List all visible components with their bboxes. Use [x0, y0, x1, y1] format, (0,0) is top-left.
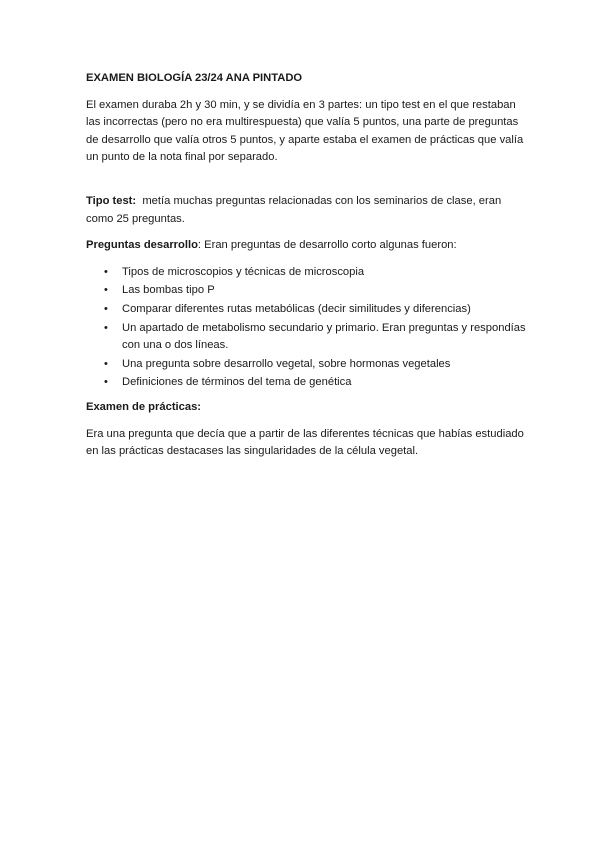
list-item	[86, 264, 526, 282]
list-item-text: Un apartado de metabolismo secundario y primario. Eran preguntas y respondías con una o dos líneas.	[122, 321, 526, 352]
examen-practicas-heading: Examen de prácticas:	[86, 400, 202, 413]
list-item	[86, 374, 526, 392]
desarrollo-question-list	[86, 264, 526, 392]
tipo-test-label: Tipo test:	[86, 194, 137, 207]
preguntas-desarrollo-text: : Eran preguntas de desarrollo corto algunas fueron:	[197, 239, 457, 252]
list-item-text: Definiciones de términos del tema de genética	[122, 376, 352, 389]
bullet-icon: •	[104, 321, 108, 334]
list-item	[86, 320, 526, 355]
list-item	[86, 356, 526, 374]
list-item	[86, 282, 526, 300]
examen-practicas-paragraph: Era una pregunta que decía que a partir de las diferentes técnicas que habías estudiado en las prácticas destacases las singularidades de la célula vegetal.	[86, 427, 524, 458]
intro-paragraph: El examen duraba 2h y 30 min, y se dividía en 3 partes: un tipo test en el que restaban las incorrectas (pero no era multirespuesta) que valía 5 puntos, una parte de preguntas de desarrollo que valía otros 5 puntos, y aparte estaba el examen de prácticas que valía un punto de la nota final por separado.	[86, 98, 524, 164]
list-item-text: Comparar diferentes rutas metabólicas (decir similitudes y diferencias)	[122, 302, 471, 315]
preguntas-desarrollo-label: Preguntas desarrollo	[86, 239, 198, 252]
bullet-icon: •	[104, 284, 108, 297]
list-item-text: Las bombas tipo P	[122, 284, 215, 297]
list-item-text: Una pregunta sobre desarrollo vegetal, sobre hormonas vegetales	[122, 357, 451, 370]
list-item	[86, 301, 526, 319]
document-body	[86, 70, 526, 470]
tipo-test-paragraph	[86, 193, 526, 228]
bullet-icon: •	[104, 357, 108, 370]
preguntas-desarrollo-paragraph	[86, 237, 526, 255]
bullet-icon: •	[104, 376, 108, 389]
bullet-icon: •	[104, 265, 108, 278]
bullet-icon: •	[104, 302, 108, 315]
tipo-test-text: metía muchas preguntas relacionadas con los seminarios de clase, eran como 25 preguntas.	[86, 194, 505, 225]
paragraph-spacer	[86, 176, 526, 193]
list-item-text: Tipos de microscopios y técnicas de microscopia	[122, 265, 365, 278]
document-title: EXAMEN BIOLOGÍA 23/24 ANA PINTADO	[86, 72, 303, 84]
